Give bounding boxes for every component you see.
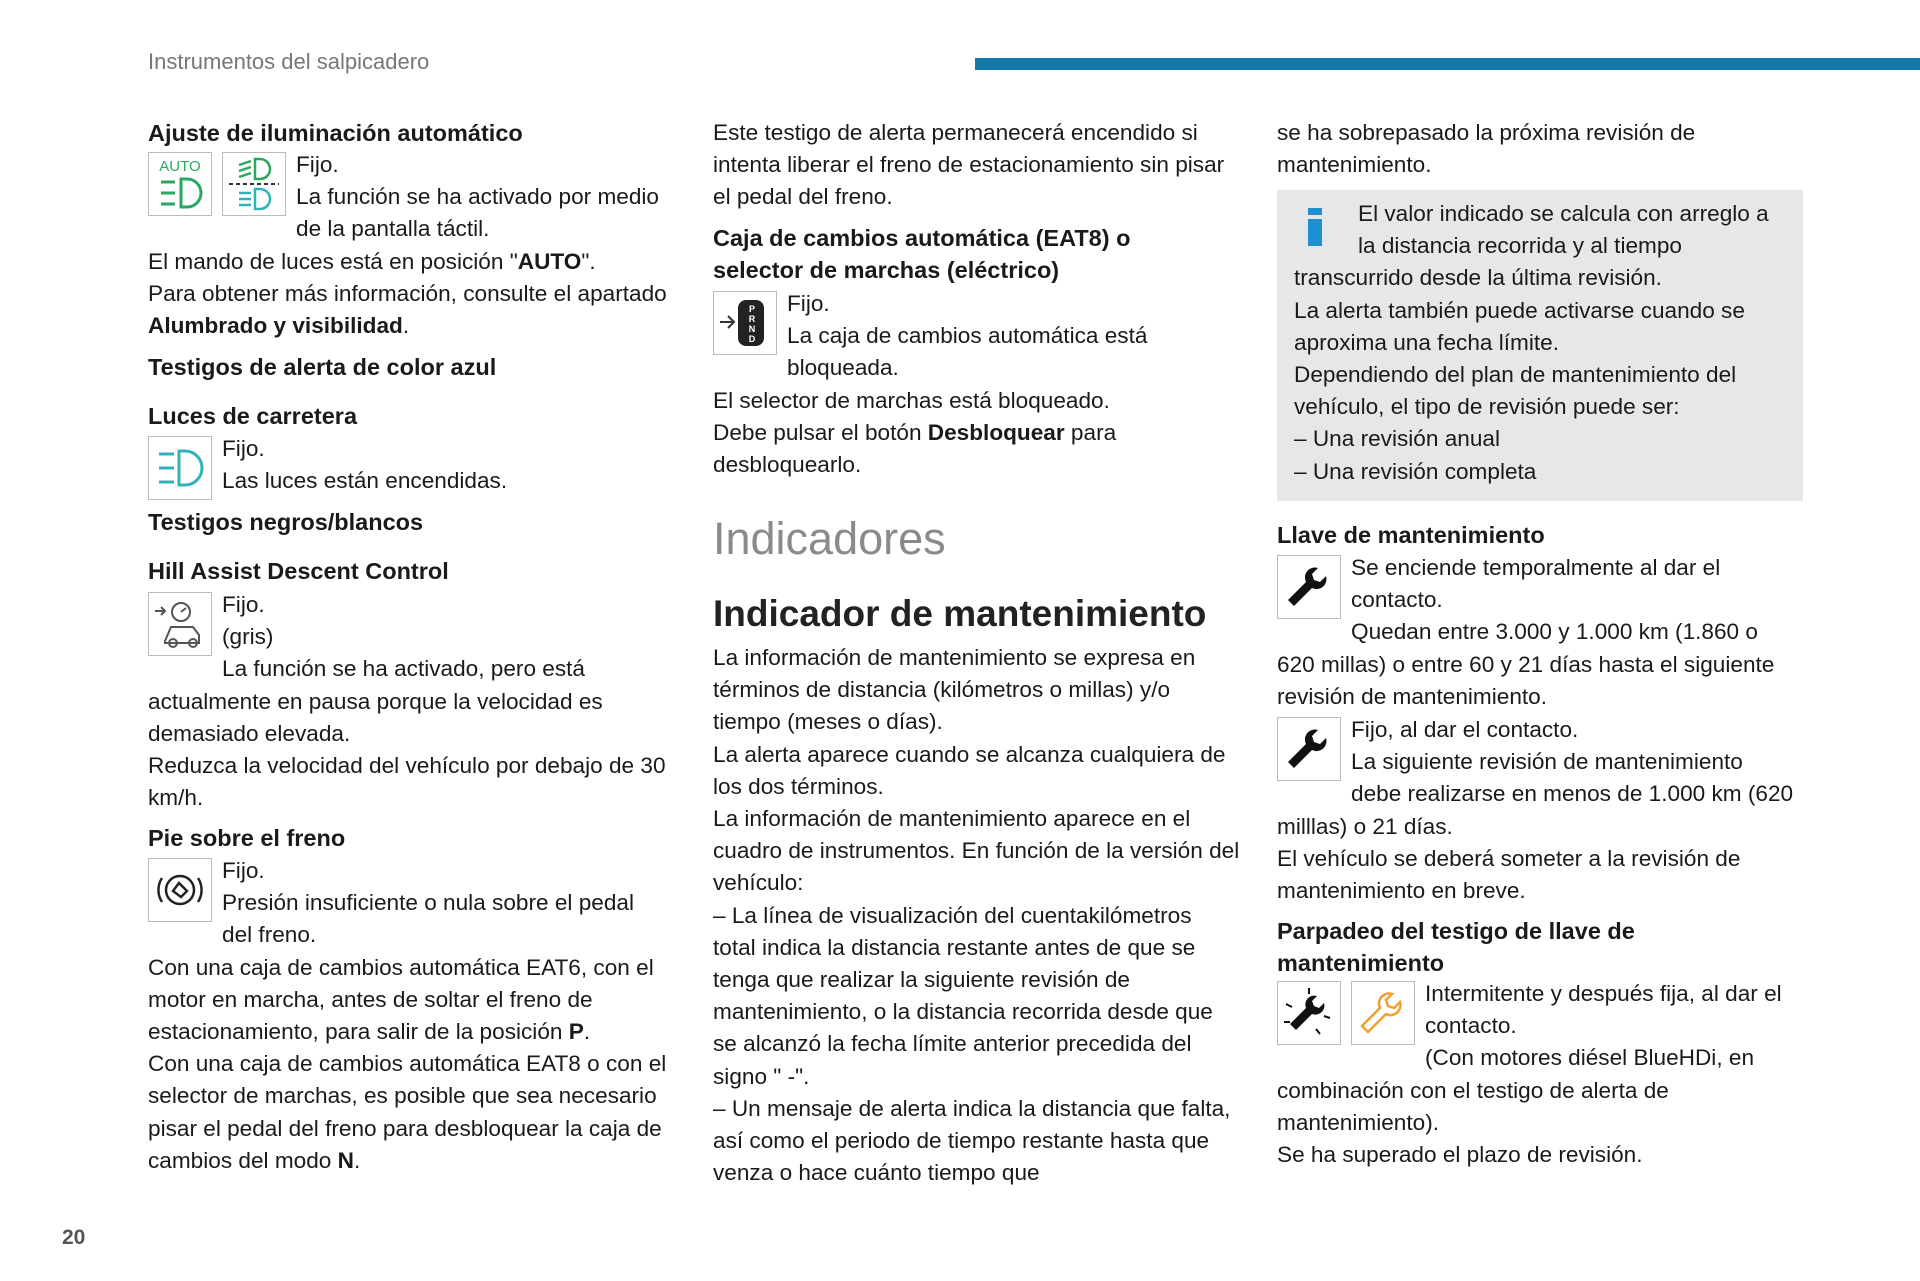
page-number: 20 [62, 1226, 86, 1249]
text: ". [581, 248, 596, 274]
auto-headlamp-icon [148, 152, 212, 216]
description-text [148, 952, 670, 1049]
heading-gearbox: Caja de cambios automática (EAT8) o selector de marchas (eléctrico) [713, 225, 1131, 284]
auto-lighting-block [148, 149, 670, 342]
description-text [148, 246, 670, 278]
status-text: Fijo. [222, 436, 265, 461]
description-text: El selector de marchas está bloqueado. [713, 387, 1110, 413]
heading-high-beam: Luces de carretera [148, 403, 358, 429]
maintenance-key-block [1277, 552, 1797, 713]
description-text: El vehículo se deberá someter a la revisión de mantenimiento en breve. [1277, 845, 1741, 904]
note-text: Dependiendo del plan de mantenimiento del vehículo, el tipo de revisión puede ser: [1294, 362, 1737, 420]
foot-on-brake-icon [148, 858, 212, 922]
description-text [148, 1048, 670, 1177]
text: . [583, 1019, 591, 1045]
heading-blue-warnings: Testigos de alerta de color azul [148, 354, 497, 380]
subsection-title: Indicador de mantenimiento [713, 593, 1207, 634]
heading-foot-on-brake: Pie sobre el freno [148, 825, 346, 851]
text: El mando de luces está en posición " [148, 248, 518, 274]
heading-maintenance-key: Llave de mantenimiento [1277, 522, 1545, 548]
text: . [353, 1147, 361, 1173]
flashing-wrench-icon [1277, 981, 1341, 1045]
description-text: (Con motores diésel BlueHDi, en combinación con el testigo de alerta de mantenimiento). [1277, 1045, 1755, 1135]
description-text: La caja de cambios automática está bloqueada. [787, 323, 1148, 381]
maintenance-key-fixed-block [1277, 714, 1797, 907]
heading-hill-assist: Hill Assist Descent Control [148, 558, 449, 584]
link-text: Alumbrado y visibilidad [148, 313, 403, 339]
heading: Ajuste de iluminación automático [148, 120, 523, 146]
bold-text: AUTO [517, 248, 582, 274]
description-text: Las luces están encendidas. [222, 468, 508, 494]
text: Para obtener más información, consulte el apartado [148, 280, 667, 306]
text: Debe pulsar el botón [713, 419, 928, 445]
gear-selector-locked-icon [713, 291, 777, 355]
hill-descent-icon [148, 592, 212, 656]
description-text: (gris) [222, 624, 274, 650]
hill-assist-block [148, 589, 670, 814]
list-item: – La línea de visualización del cuentakilómetros total indica la distancia restante antes de que se tenga que realizar la siguiente revisión de mantenimiento, o la distancia recorrida desde que se alcanzó la fecha límite anterior precedida del signo " -". [713, 902, 1213, 1089]
text: . [402, 313, 410, 339]
high-beam-icon [148, 436, 212, 500]
wrench-icon [1277, 555, 1341, 619]
description-text: La siguiente revisión de mantenimiento debe realizarse en menos de 1.000 km (620 milllas) o 21 días. [1277, 749, 1794, 839]
note-text: La alerta también puede activarse cuando se aproxima una fecha límite. [1294, 297, 1745, 355]
gear-positions-label: PRND [748, 304, 756, 344]
text: Con una caja de cambios automática EAT6, con el motor en marcha, antes de soltar el freno de estacionamiento, para salir de la posición [148, 954, 654, 1045]
flashing-key-block [1277, 978, 1797, 1171]
note-text: El valor indicado se calcula con arreglo a la distancia recorrida y al tiempo transcurrido desde la última revisión. [1294, 201, 1769, 291]
status-text: Fijo. [296, 152, 339, 177]
paragraph: La información de mantenimiento se expresa en términos de distancia (kilómetros o millas) y/o tiempo (meses o días). [713, 645, 1196, 735]
text: Con una caja de cambios automática EAT8 o con el selector de marchas, es posible que sea necesario pisar el pedal del freno para desbloquear la caja de cambios del modo [148, 1051, 667, 1173]
description-text [713, 417, 1237, 481]
status-text: Fijo. [222, 592, 265, 617]
description-text: La función se ha activado, pero está actualmente en pausa porque la velocidad es demasiado elevada. [148, 656, 603, 746]
bold-text: Desbloquear [927, 419, 1065, 445]
gearbox-block [713, 288, 1237, 481]
list-item: – Una revisión completa [1294, 458, 1537, 484]
foot-on-brake-block [148, 855, 670, 1177]
section-title: Indicadores [713, 513, 946, 564]
bold-text: P [568, 1019, 584, 1045]
info-note [1277, 190, 1803, 501]
description-text: Quedan entre 3.000 y 1.000 km (1.860 o 620 millas) o entre 60 y 21 días hasta el siguiente revisión de mantenimiento. [1277, 619, 1775, 709]
bold-text: N [337, 1147, 354, 1173]
high-beam-block [148, 433, 670, 502]
heading-auto-lighting [148, 117, 670, 149]
orange-wrench-icon [1351, 981, 1415, 1045]
svg-text:AUTO: AUTO [159, 158, 201, 175]
description-text: Reduzca la velocidad del vehículo por debajo de 30 km/h. [148, 753, 666, 811]
brake-warning-paragraph: Este testigo de alerta permanecerá encendido si intenta liberar el freno de estacionamiento sin pisar el pedal del freno. [713, 120, 1225, 210]
info-icon [1308, 208, 1322, 246]
status-text: Fijo. [222, 858, 265, 883]
description-text: La función se ha activado por medio de la pantalla táctil. [296, 184, 659, 242]
paragraph: La alerta aparece cuando se alcanza cualquiera de los dos términos. [713, 741, 1226, 799]
list-item: – Una revisión anual [1294, 426, 1500, 452]
status-text: Fijo, al dar el contacto. [1351, 717, 1579, 742]
list-item: – Un mensaje de alerta indica la distancia que falta, así como el periodo de tiempo restante hasta que venza o hace cuánto tiempo que [713, 1095, 1231, 1186]
wrench-icon [1277, 717, 1341, 781]
heading-black-white-warnings: Testigos negros/blancos [148, 509, 424, 535]
auto-high-low-beam-icon [222, 152, 286, 216]
section-header: Instrumentos del salpicadero [148, 49, 430, 74]
header-accent-bar [975, 58, 1920, 70]
description-text [148, 278, 670, 342]
continued-paragraph: se ha sobrepasado la próxima revisión de mantenimiento. [1277, 120, 1696, 178]
heading-flashing-key: Parpadeo del testigo de llave de mantenimiento [1277, 918, 1635, 977]
status-text: Intermitente y después fija, al dar el contacto. [1425, 981, 1782, 1039]
text: para desbloquearlo. [713, 419, 1117, 478]
status-text: Fijo. [787, 291, 830, 316]
description-text: Se ha superado el plazo de revisión. [1277, 1142, 1643, 1168]
maintenance-text [713, 642, 1240, 1189]
description-text: Presión insuficiente o nula sobre el pedal del freno. [222, 890, 634, 948]
description-text: Se enciende temporalmente al dar el contacto. [1351, 555, 1721, 613]
paragraph: La información de mantenimiento aparece en el cuadro de instrumentos. En función de la versión del vehículo: [713, 806, 1240, 896]
